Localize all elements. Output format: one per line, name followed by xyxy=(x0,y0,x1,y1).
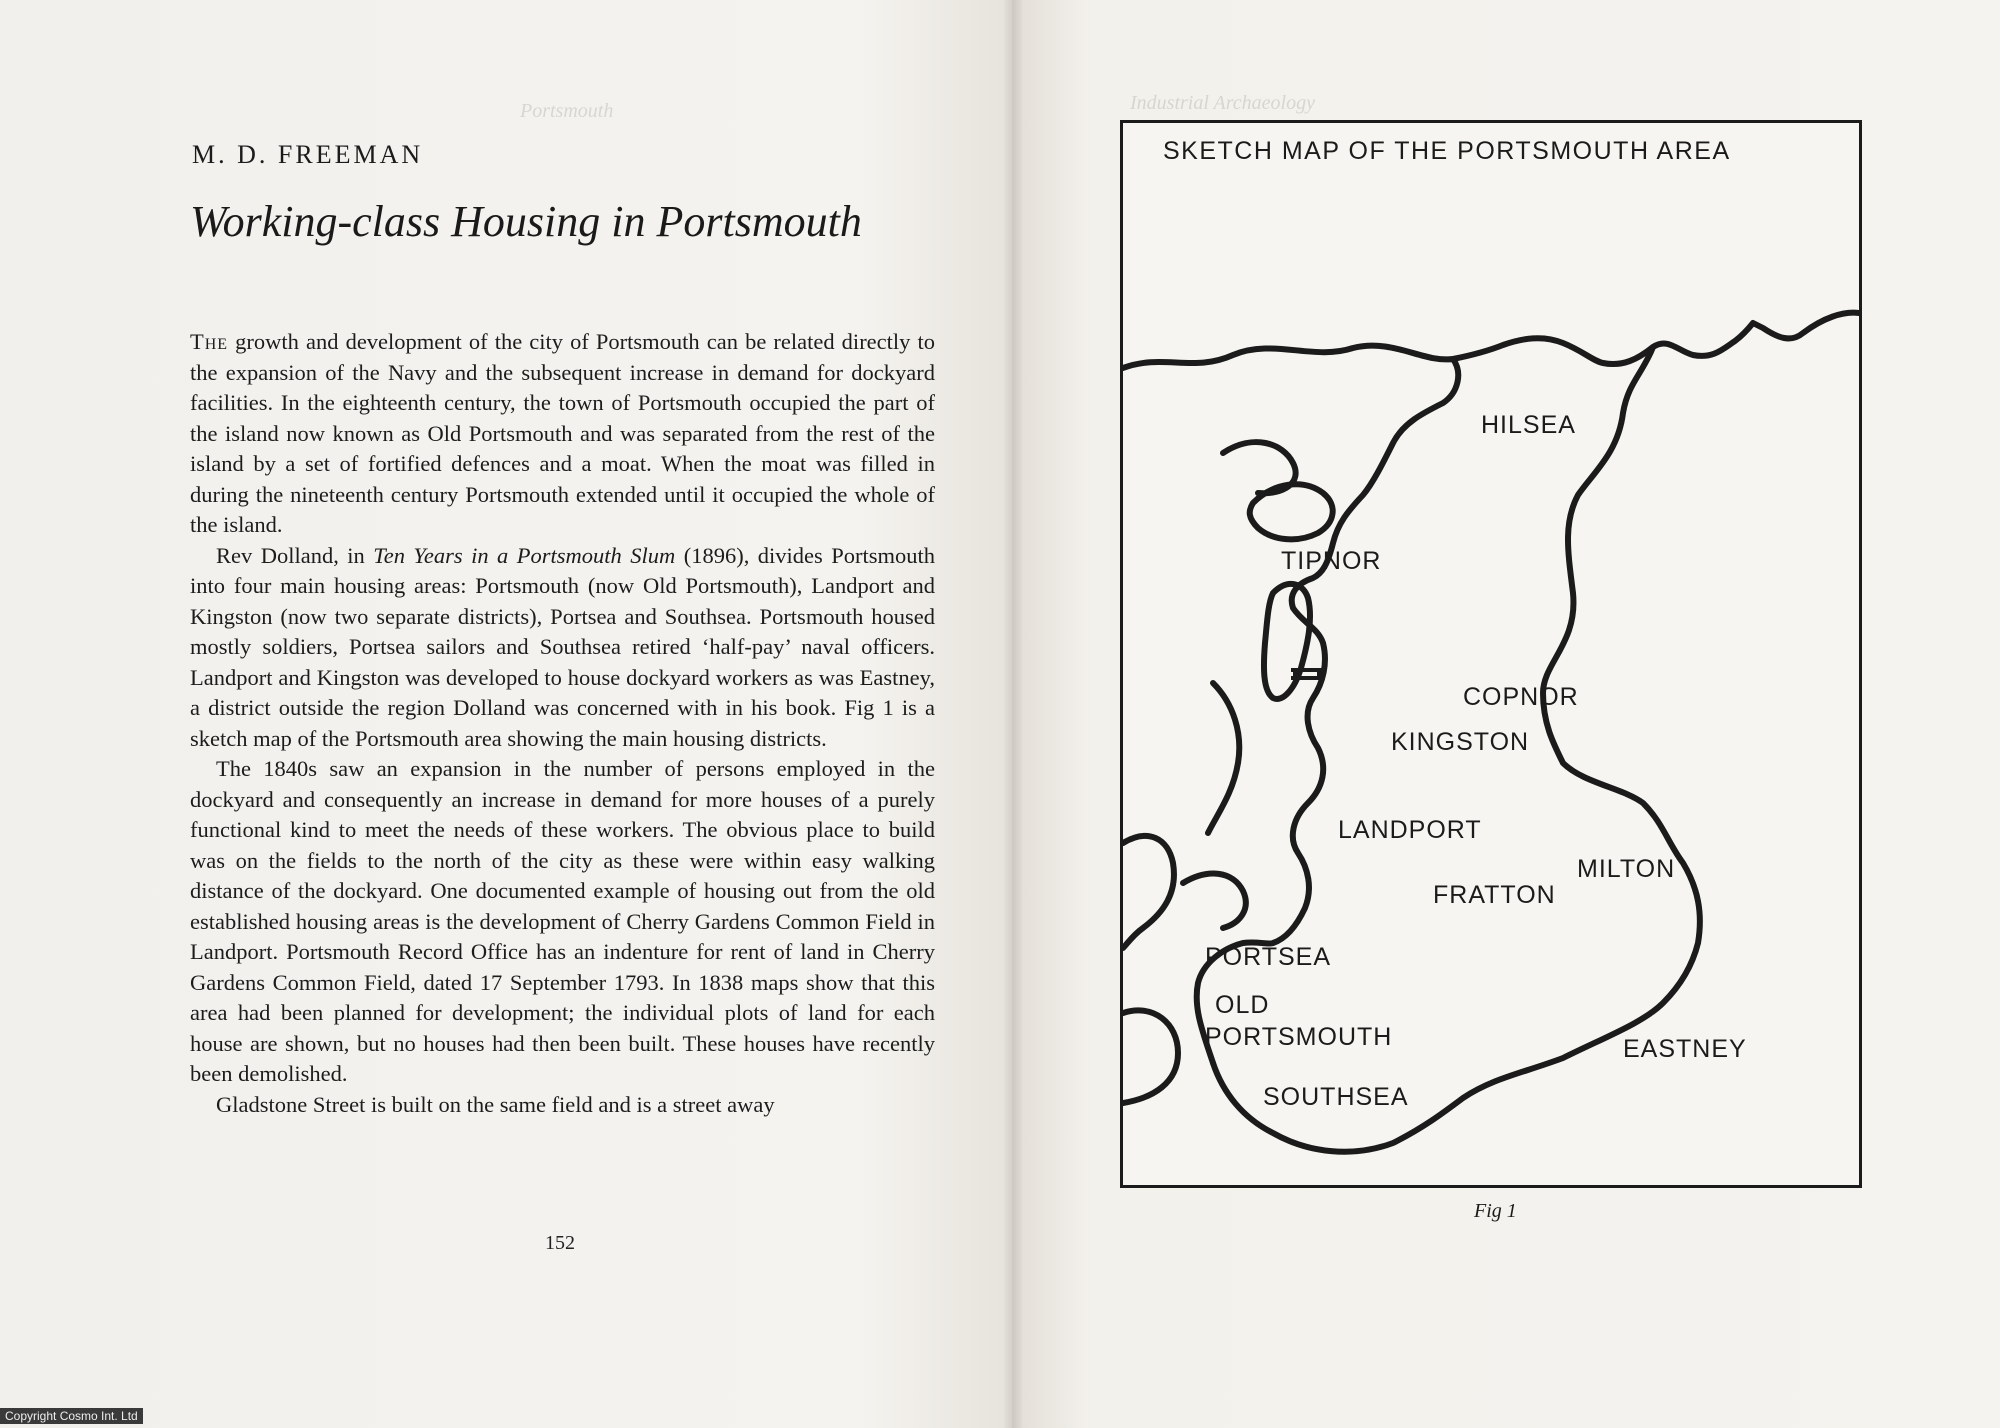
label-hilsea: HILSEA xyxy=(1481,411,1576,439)
bridge-mark xyxy=(1291,668,1323,680)
label-fratton: FRATTON xyxy=(1433,881,1556,909)
paragraph-3: The 1840s saw an expansion in the number of persons employed in the dockyard and consequently an increase in demand for more houses of a purely functional kind to meet the needs of these workers. The obvious place to build was on the fields to the north of the city as these were within easy walking distance of the dockyard. One documented example of housing out from the old established housing areas is the development of Cherry Gardens Common Field in Landport. Portsmouth Record Office has an indenture for rent of land in Cherry Gardens Common Field, dated 17 September 1793. In 1838 maps show that this area had been planned for development; the individual plots of land for each house are shown, but no houses had then been built. These houses have recently been demolished. xyxy=(190,756,935,1086)
portsea-inlet xyxy=(1183,874,1246,928)
paragraph-1-text: growth and development of the city of Portsmouth can be related directly to the expansion of the Navy and the subsequent increase in demand for dockyard facilities. In the eighteenth century, the town of Portsmouth occupied the part of the island now known as Old Portsmouth and was separated from the rest of the island by a set of fortified defences and a moat. When the moat was filled in during the nineteenth century Portsmouth extended until it occupied the whole of the island. xyxy=(190,329,935,537)
label-landport: LANDPORT xyxy=(1338,816,1482,844)
label-kingston: KINGSTON xyxy=(1391,728,1530,756)
paragraph-2-start: Rev Dolland, in xyxy=(216,542,374,568)
gosport-shore xyxy=(1123,1010,1178,1103)
copyright-watermark: Copyright Cosmo Int. Ltd xyxy=(0,1408,143,1424)
paragraph-4: Gladstone Street is built on the same field and is a street away xyxy=(216,1091,775,1117)
sketch-map xyxy=(1120,120,1862,1188)
article-body xyxy=(190,327,935,1120)
label-copnor: COPNOR xyxy=(1463,683,1579,711)
article-title: Working-class Housing in Portsmouth xyxy=(190,197,862,246)
label-tipnor: TIPNOR xyxy=(1281,547,1382,575)
horsea-island-outline xyxy=(1264,584,1310,699)
article-author: M. D. FREEMAN xyxy=(192,140,424,169)
paragraph-2-book-title: Ten Years in a Portsmouth Slum xyxy=(373,542,676,568)
label-southsea: SOUTHSEA xyxy=(1263,1083,1409,1111)
paragraph-2 xyxy=(190,541,935,755)
show-through-header-right: Industrial Archaeology xyxy=(1130,92,1315,114)
label-milton: MILTON xyxy=(1577,855,1676,883)
harbour-channel-outline xyxy=(1223,442,1296,493)
show-through-header-left: Portsmouth xyxy=(520,100,614,122)
harbour-west-bank xyxy=(1123,836,1174,948)
harbour-shore xyxy=(1208,683,1239,833)
paragraph-2-rest: (1896), divides Portsmouth into four main housing areas: Portsmouth (now Old Portsmouth), Landport and Kingston (now two separate districts), Portsea and Southsea. Portsmouth housed mostly soldiers, Portsea sailors and Southsea retired ‘half-pay’ naval officers. Landport and Kingston was developed to house dockyard workers as was Eastney, a district outside the region Dolland was concerned with in his book. Fig 1 is a sketch map of the Portsmouth area showing the main housing districts. xyxy=(190,542,936,751)
map-title: SKETCH MAP OF THE PORTSMOUTH AREA xyxy=(1163,137,1731,165)
west-coastline xyxy=(1273,359,1458,943)
figure-caption: Fig 1 xyxy=(1474,1200,1517,1222)
north-coastline xyxy=(1123,313,1859,368)
paragraph-1 xyxy=(190,327,935,541)
page-number: 152 xyxy=(545,1232,575,1254)
label-eastney: EASTNEY xyxy=(1623,1035,1747,1063)
label-portsea: PORTSEA xyxy=(1205,943,1332,971)
paragraph-1-lead: The xyxy=(190,329,229,354)
page-gutter xyxy=(1004,0,1022,1428)
label-old: OLD xyxy=(1215,991,1270,1019)
label-portsmouth: PORTSMOUTH xyxy=(1205,1023,1393,1051)
